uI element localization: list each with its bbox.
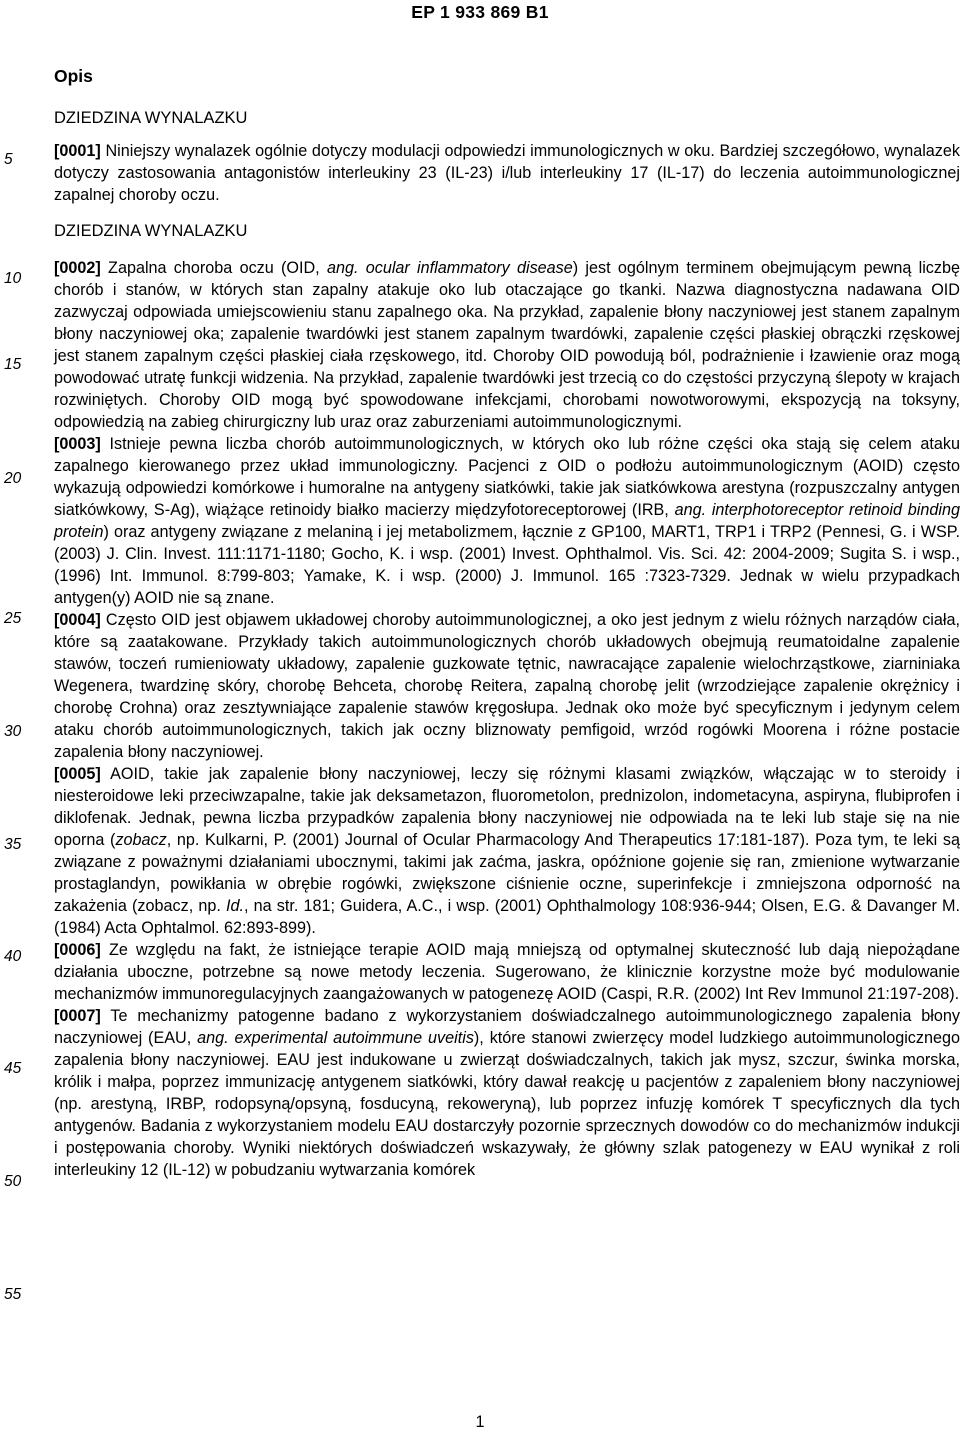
- line-number: 55: [4, 1286, 22, 1303]
- paragraph-number: [0007]: [54, 1007, 101, 1025]
- paragraph-0004: [54, 609, 960, 763]
- paragraph-text: AOID, takie jak zapalenie błony naczyniowej, leczy się różnymi klasami związków, włączając w to steroidy i niesteroidowe leki przeciwzapalne, takie jak deksametazon, fluorometolon, prednizolon, indometacyna, aspiryna, flubiprofen i diklofenak. Jednak, pewna liczba przypadków zapalenia błony naczyniowej nie odpowiada na te leki lub staje się na nie oporna (: [54, 765, 960, 849]
- section-heading: DZIEDZINA WYNALAZKU: [54, 109, 248, 127]
- paragraph-text: ) oraz antygeny związane z melaniną i jej metabolizmem, łącznie z GP100, MART1, TRP1 i TRP2 (Pennesi, G. i WSP. (2003) J. Clin. Invest. 111:1171-1180; Gocho, K. i wsp. (2001) Invest. Ophthalmol. Vis. Sci. 42: 2004-2009; Sugita S. i wsp., (1996) Int. Immunol. 8:799-803; Yamake, K. i wsp. (2000) J. Immunol. 165 :7323-7329. Jednak w wielu przypadkach antygen(y) AOID nie są znane.: [54, 523, 960, 607]
- paragraph-0005: [54, 763, 960, 939]
- line-number: 10: [4, 270, 22, 287]
- paragraph-text: Istnieje pewna liczba chorób autoimmunologicznych, w których oko lub różne części oka stają się celem ataku zapalnego kierowanego przez układ immunologiczny. Pacjenci z OID o podłożu autoimmunologicznym (AOID) często wykazują odpowiedzi komórkowe i humoralne na antygeny siatkówki, takie jak siatkówkowa arestyna (rozpuszczalny antygen siatkówkowy, S-Ag), wiążące retinoidy białko macierzy międzyfotoreceptorowej (IRB,: [54, 435, 960, 519]
- paragraph-italic: ang. ocular inflammatory disease: [326, 259, 573, 277]
- paragraph-text: Często OID jest objawem układowej choroby autoimmunologicznej, a oko jest jednym z wielu różnych narządów ciała, które są zaatakowane. Przykłady takich autoimmunologicznych chorób układowych obejmują reumatoidalne zapalenie stawów, toczeń rumieniowaty układowy, zapalenie guzkowate tętnic, nawracające zapalenie wielochrząstkowe, ziarniniaka Wegenera, twardzinę skóry, chorobę Behceta, chorobę Reitera, zapalną chorobę jelit (wrzodziejące zapalenie okrężnicy i chorobę Crohna) oraz zesztywniające zapalenie stawów kręgosłupa. Jednak oko może być specyficznym i jedynym celem ataku chorób autoimmunologicznych, takich jak oczny bliznowaty pemfigoid, wrzód rogówki Moorena i różne postacie zapalenia błony naczyniowej.: [54, 611, 960, 761]
- paragraph-italic: ang. experimental autoimmune uveitis: [197, 1029, 474, 1047]
- paragraph-number: [0002]: [54, 259, 101, 277]
- patent-number-header: EP 1 933 869 B1: [411, 2, 549, 22]
- line-number: 40: [4, 948, 22, 965]
- paragraph-italic: ang. interphotoreceptor retinoid binding protein: [54, 501, 960, 541]
- page-number: 1: [475, 1413, 485, 1431]
- paragraph-number: [0005]: [54, 765, 101, 783]
- paragraph-text: Niniejszy wynalazek ogólnie dotyczy modulacji odpowiedzi immunologicznych w oku. Bardziej szczegółowo, wynalazek dotyczy zastosowania antagonistów interleukiny 23 (IL-23) i/lub interleukiny 17 (IL-17) do leczenia autoimmunologicznej zapalnej choroby oczu.: [54, 142, 960, 204]
- document-body: [54, 64, 960, 1181]
- paragraph-0007: [54, 1005, 960, 1181]
- paragraph-number: [0004]: [54, 611, 101, 629]
- line-number-column: [0, 0, 36, 1433]
- line-number: 15: [4, 356, 22, 373]
- paragraph-text: Ze względu na fakt, że istniejące terapie AOID mają mniejszą od optymalnej skuteczność lub dają niepożądane działania uboczne, potrzebne są nowe metody leczenia. Sugerowano, że klinicznie korzystne może być modulowanie mechanizmów immunoregulacyjnych zaangażowanych w patogenezę AOID (Caspi, R.R. (2002) Int Rev Immunol 21:197-208).: [54, 941, 960, 1003]
- line-number: 20: [4, 470, 22, 487]
- paragraph-text: ), które stanowi zwierzęcy model ludzkiego autoimmunologicznego zapalenia błony naczyniowej. EAU jest indukowane u zwierząt doświadczalnych, takich jak mysz, szczur, świnka morska, królik i małpa, poprzez immunizację antygenem siatkówki, który dawał reakcję u pacjentów z zapaleniem błony naczyniowej (np. arestyną, IRBP, rodopsyną/opsyną, fosducyną, rekoweryną), lub poprzez infuzję komórek T specyficznych dla tych antygenów. Badania z wykorzystaniem modelu EAU dostarczyły pozornie sprzecznych dowodów co do mechanizmów indukcji i postępowania choroby. Wyniki niektórych doświadczeń wskazywały, że główny szlak patogenezy w EAU wynikał z roli interleukiny 12 (IL-12) w pobudzaniu wytwarzania komórek: [54, 1029, 960, 1179]
- paragraph-text: , na str. 181; Guidera, A.C., i wsp. (2001) Ophthalmology 108:936-944; Olsen, E.G. & Davanger M. (1984) Acta Ophtalmol. 62:893-899).: [54, 897, 960, 937]
- paragraph-italic: zobacz: [115, 831, 167, 849]
- paragraph-0002: [54, 257, 960, 433]
- paragraph-0006: [54, 939, 960, 1005]
- paragraph-number: [0006]: [54, 941, 101, 959]
- section-heading: DZIEDZINA WYNALAZKU: [54, 222, 248, 240]
- line-number: 45: [4, 1060, 22, 1077]
- paragraph-0001: [54, 140, 960, 206]
- paragraph-text: Zapalna choroba oczu (OID,: [100, 259, 327, 277]
- paragraph-text: ) jest ogólnym terminem obejmującym pewną liczbę chorób i stanów, w których stan zapalny atakuje oko lub otaczające go tkanki. Nazwa diagnostyczna nadawana OID zazwyczaj odpowiada umiejscowieniu stanu zapalnego oka. Na przykład, zapalenie błony naczyniowej jest stanem zapalnym błony naczyniowej oka; zapalenie twardówki jest stanem zapalnym twardówki, zapalenie części płaskiej obrączki rzęskowej jest stanem zapalnym części płaskiej ciała rzęskowego, itd. Choroby OID powodują ból, podrażnienie i łzawienie oraz mogą powodować utratę funkcji widzenia. Na przykład, zapalenie twardówki jest trzecią co do częstości przyczyną ślepoty w krajach rozwiniętych. Choroby OID mogą być spowodowane infekcjami, chorobami nowotworowymi, ekspozycją na toksyny, odpowiedzią na zabieg chirurgiczny lub uraz oraz zaburzeniami autoimmunologicznymi.: [54, 259, 960, 431]
- line-number: 5: [4, 151, 13, 168]
- line-number: 25: [4, 610, 22, 627]
- line-number: 30: [4, 723, 22, 740]
- paragraph-0003: [54, 433, 960, 609]
- paragraph-number: [0003]: [54, 435, 101, 453]
- section-title: Opis: [54, 66, 93, 86]
- line-number: 50: [4, 1173, 22, 1190]
- line-number: 35: [4, 836, 22, 853]
- paragraph-italic: Id.: [226, 897, 244, 915]
- paragraph-number: [0001]: [54, 142, 101, 160]
- paragraph-text: Te mechanizmy patogenne badano z wykorzystaniem doświadczalnego autoimmunologicznego zapalenia błony naczyniowej (EAU,: [54, 1007, 960, 1047]
- paragraph-text: , np. Kulkarni, P. (2001) Journal of Ocular Pharmacology And Therapeutics 17:181-187). Poza tym, te leki są związane z poważnymi działaniami ubocznymi, takimi jak zaćma, jaskra, opóźnione gojenie się ran, zmienione wytwarzanie prostaglandyn, powikłania w obrębie rogówki, zwiększone ciśnienie oczne, superinfekcje i zmniejszona odporność na zakażenia (zobacz, np.: [54, 831, 960, 915]
